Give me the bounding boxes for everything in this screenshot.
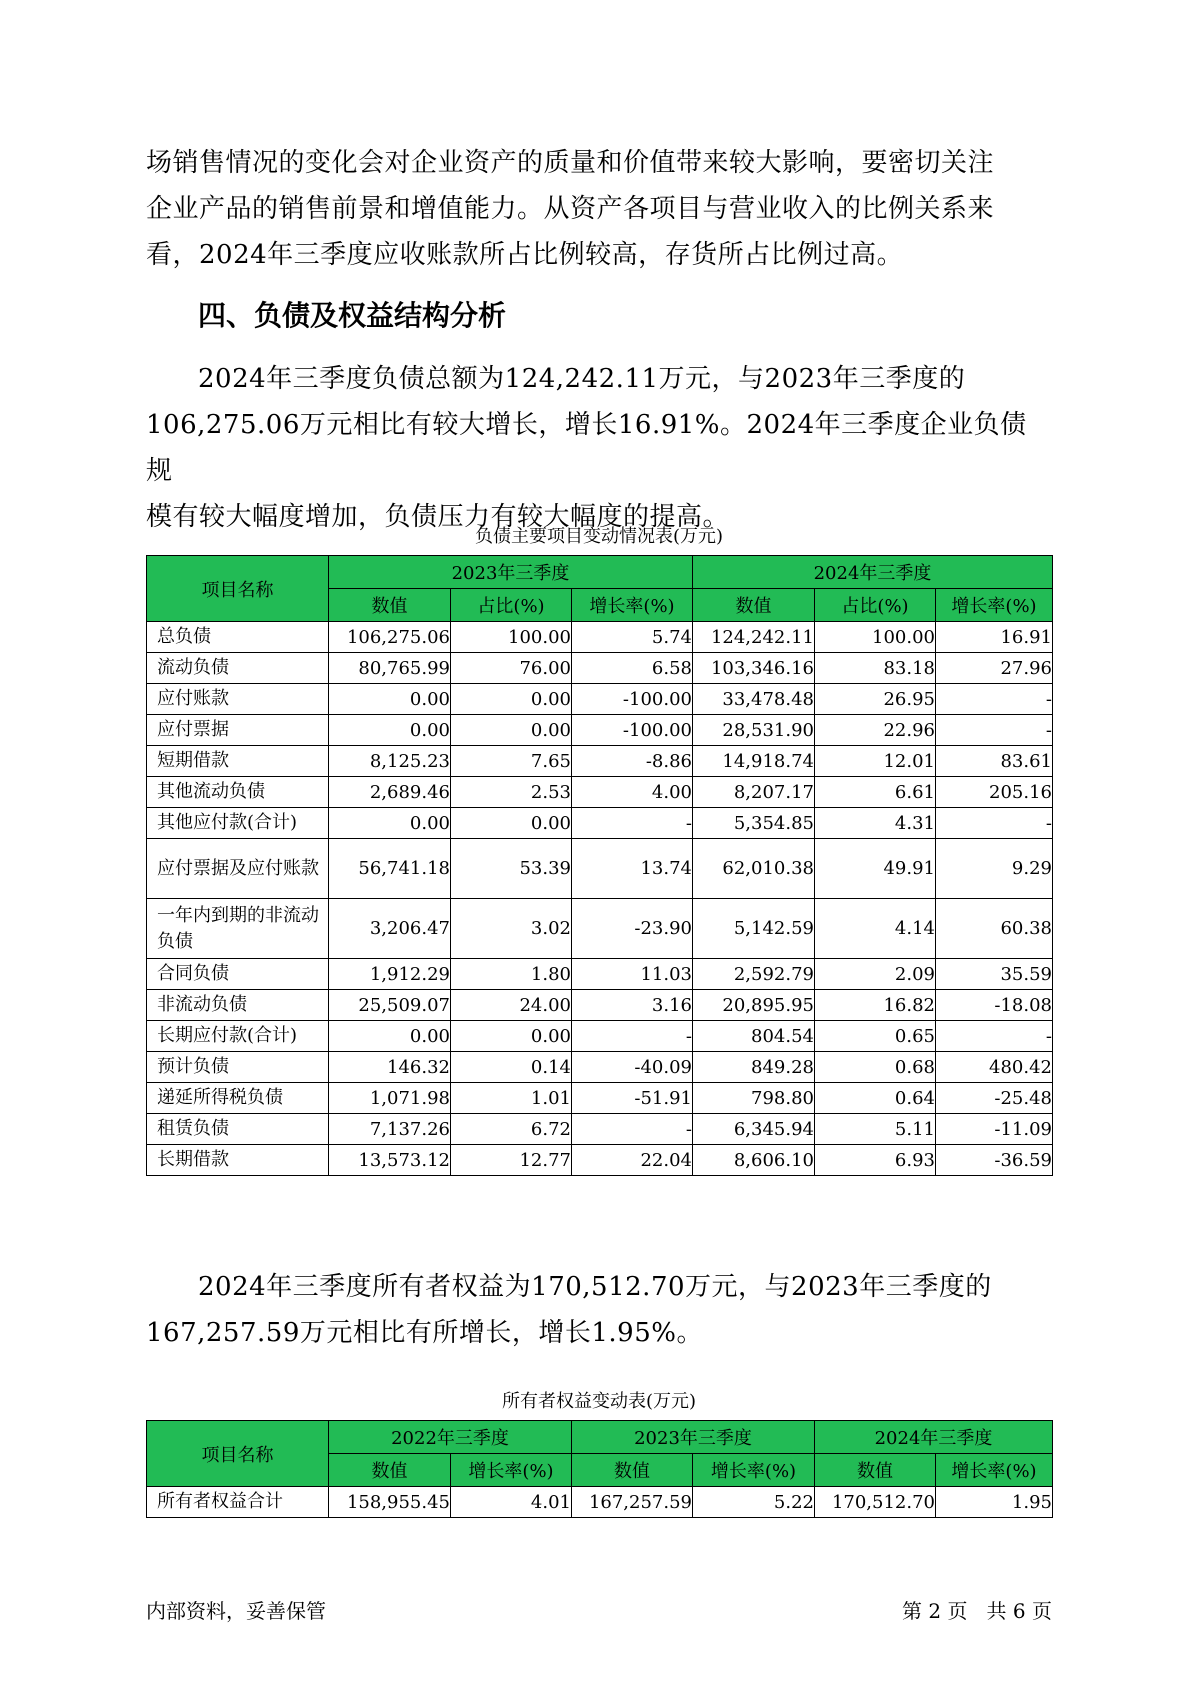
row-label: 应付票据及应付账款 bbox=[147, 839, 329, 899]
table-cell: 83.18 bbox=[815, 653, 936, 684]
table-cell: 170,512.70 bbox=[815, 1487, 936, 1518]
table-cell: 124,242.11 bbox=[693, 622, 815, 653]
table-cell: 3.02 bbox=[451, 899, 572, 959]
table-cell: 9.29 bbox=[936, 839, 1053, 899]
liability-line-1: 2024年三季度负债总额为124,242.11万元，与2023年三季度的 bbox=[198, 364, 966, 394]
row-label: 短期借款 bbox=[147, 746, 329, 777]
subheader-value: 数值 bbox=[329, 589, 451, 622]
table-cell: 2.53 bbox=[451, 777, 572, 808]
table-cell: 16.82 bbox=[815, 990, 936, 1021]
table-cell: - bbox=[572, 1021, 693, 1052]
table-cell: 4.31 bbox=[815, 808, 936, 839]
subheader-growth: 增长率(%) bbox=[693, 1454, 815, 1487]
liability-table bbox=[146, 555, 1053, 1176]
table-cell: 6.93 bbox=[815, 1145, 936, 1176]
table-cell: 33,478.48 bbox=[693, 684, 815, 715]
table-cell: - bbox=[572, 808, 693, 839]
table-cell: 4.14 bbox=[815, 899, 936, 959]
table-row bbox=[147, 746, 1053, 777]
subheader-share: 占比(%) bbox=[815, 589, 936, 622]
table-cell: 1.95 bbox=[936, 1487, 1053, 1518]
table-row bbox=[147, 622, 1053, 653]
table-cell: 7.65 bbox=[451, 746, 572, 777]
row-label: 一年内到期的非流动负债 bbox=[147, 899, 329, 959]
table-cell: 103,346.16 bbox=[693, 653, 815, 684]
table-row bbox=[147, 808, 1053, 839]
table-cell: 14,918.74 bbox=[693, 746, 815, 777]
table-cell: 167,257.59 bbox=[572, 1487, 693, 1518]
table-cell: 28,531.90 bbox=[693, 715, 815, 746]
table-cell: - bbox=[936, 684, 1053, 715]
period-header-2022: 2022年三季度 bbox=[329, 1421, 572, 1454]
table-row bbox=[147, 653, 1053, 684]
table-cell: -100.00 bbox=[572, 684, 693, 715]
table-cell: -51.91 bbox=[572, 1083, 693, 1114]
equity-paragraph bbox=[146, 1264, 1046, 1356]
row-label: 合同负债 bbox=[147, 959, 329, 990]
table-cell: - bbox=[936, 715, 1053, 746]
table-cell: 158,955.45 bbox=[329, 1487, 451, 1518]
table-cell: 80,765.99 bbox=[329, 653, 451, 684]
footer-confidential-note: 内部资料，妥善保管 bbox=[146, 1599, 326, 1623]
table-cell: -8.86 bbox=[572, 746, 693, 777]
table-row bbox=[147, 1114, 1053, 1145]
row-label: 流动负债 bbox=[147, 653, 329, 684]
subheader-growth: 增长率(%) bbox=[451, 1454, 572, 1487]
table-cell: 5.22 bbox=[693, 1487, 815, 1518]
name-column-header: 项目名称 bbox=[147, 1421, 329, 1487]
table-cell: - bbox=[572, 1114, 693, 1145]
equity-table bbox=[146, 1420, 1053, 1518]
table-cell: 0.14 bbox=[451, 1052, 572, 1083]
table-cell: 27.96 bbox=[936, 653, 1053, 684]
table-cell: 0.00 bbox=[329, 715, 451, 746]
table-cell: 5,142.59 bbox=[693, 899, 815, 959]
table-cell: 25,509.07 bbox=[329, 990, 451, 1021]
table-cell: 24.00 bbox=[451, 990, 572, 1021]
table-cell: 5.11 bbox=[815, 1114, 936, 1145]
footer-page-number: 第 2 页 共 6 页 bbox=[902, 1599, 1052, 1623]
table-cell: 5.74 bbox=[572, 622, 693, 653]
liability-paragraph bbox=[146, 356, 1046, 540]
table-cell: 0.00 bbox=[329, 1021, 451, 1052]
table-cell: 205.16 bbox=[936, 777, 1053, 808]
liability-line-2: 106,275.06万元相比有较大增长，增长16.91%。2024年三季度企业负债规 bbox=[146, 410, 1027, 486]
table-cell: 12.01 bbox=[815, 746, 936, 777]
liability-table-caption: 负债主要项目变动情况表(万元) bbox=[474, 526, 724, 547]
table-cell: 5,354.85 bbox=[693, 808, 815, 839]
table-cell: 3.16 bbox=[572, 990, 693, 1021]
row-label: 非流动负债 bbox=[147, 990, 329, 1021]
table-row bbox=[147, 839, 1053, 899]
name-column-header: 项目名称 bbox=[147, 556, 329, 622]
table-cell: 20,895.95 bbox=[693, 990, 815, 1021]
table-cell: 8,606.10 bbox=[693, 1145, 815, 1176]
intro-line-3: 看，2024年三季度应收账款所占比例较高，存货所占比例过高。 bbox=[146, 240, 904, 270]
table-cell: 0.68 bbox=[815, 1052, 936, 1083]
table-cell: 22.96 bbox=[815, 715, 936, 746]
table-cell: 13,573.12 bbox=[329, 1145, 451, 1176]
table-cell: -23.90 bbox=[572, 899, 693, 959]
table-row bbox=[147, 899, 1053, 959]
equity-line-1: 2024年三季度所有者权益为170,512.70万元，与2023年三季度的 bbox=[198, 1272, 992, 1302]
row-label: 租赁负债 bbox=[147, 1114, 329, 1145]
table-cell: 1.80 bbox=[451, 959, 572, 990]
table-cell: -18.08 bbox=[936, 990, 1053, 1021]
table-row bbox=[147, 1052, 1053, 1083]
table-cell: 7,137.26 bbox=[329, 1114, 451, 1145]
table-cell: 804.54 bbox=[693, 1021, 815, 1052]
liability-line-3: 模有较大幅度增加，负债压力有较大幅度的提高。 bbox=[146, 502, 730, 532]
table-cell: 11.03 bbox=[572, 959, 693, 990]
table-cell: 1,912.29 bbox=[329, 959, 451, 990]
subheader-value: 数值 bbox=[572, 1454, 693, 1487]
intro-line-2: 企业产品的销售前景和增值能力。从资产各项目与营业收入的比例关系来 bbox=[146, 194, 995, 224]
table-cell: 146.32 bbox=[329, 1052, 451, 1083]
row-label: 应付票据 bbox=[147, 715, 329, 746]
table-row bbox=[147, 1083, 1053, 1114]
table-cell: 6.72 bbox=[451, 1114, 572, 1145]
table-cell: 2.09 bbox=[815, 959, 936, 990]
table-cell: 100.00 bbox=[451, 622, 572, 653]
section-heading: 四、负债及权益结构分析 bbox=[198, 299, 507, 332]
table-cell: 35.59 bbox=[936, 959, 1053, 990]
period-header-2024: 2024年三季度 bbox=[815, 1421, 1053, 1454]
row-label: 预计负债 bbox=[147, 1052, 329, 1083]
period-header-2024: 2024年三季度 bbox=[693, 556, 1053, 589]
table-cell: 13.74 bbox=[572, 839, 693, 899]
table-cell: -11.09 bbox=[936, 1114, 1053, 1145]
table-cell: 2,592.79 bbox=[693, 959, 815, 990]
table-cell: 8,125.23 bbox=[329, 746, 451, 777]
table-cell: 0.00 bbox=[451, 684, 572, 715]
row-label: 所有者权益合计 bbox=[147, 1487, 329, 1518]
table-row bbox=[147, 1487, 1053, 1518]
table-cell: 1.01 bbox=[451, 1083, 572, 1114]
period-header-2023: 2023年三季度 bbox=[329, 556, 693, 589]
row-label: 其他应付款(合计) bbox=[147, 808, 329, 839]
table-cell: -100.00 bbox=[572, 715, 693, 746]
table-cell: -36.59 bbox=[936, 1145, 1053, 1176]
table-cell: 6,345.94 bbox=[693, 1114, 815, 1145]
table-cell: 0.00 bbox=[451, 808, 572, 839]
table-cell: 12.77 bbox=[451, 1145, 572, 1176]
table-row bbox=[147, 959, 1053, 990]
table-cell: 2,689.46 bbox=[329, 777, 451, 808]
table-cell: 480.42 bbox=[936, 1052, 1053, 1083]
table-cell: 106,275.06 bbox=[329, 622, 451, 653]
row-label: 总负债 bbox=[147, 622, 329, 653]
table-cell: 26.95 bbox=[815, 684, 936, 715]
equity-line-2: 167,257.59万元相比有所增长，增长1.95%。 bbox=[146, 1318, 703, 1348]
table-cell: 4.01 bbox=[451, 1487, 572, 1518]
table-row bbox=[147, 777, 1053, 808]
table-cell: 798.80 bbox=[693, 1083, 815, 1114]
table-cell: 0.00 bbox=[329, 684, 451, 715]
subheader-share: 占比(%) bbox=[451, 589, 572, 622]
table-cell: 60.38 bbox=[936, 899, 1053, 959]
table-cell: 0.00 bbox=[329, 808, 451, 839]
table-cell: 100.00 bbox=[815, 622, 936, 653]
table-cell: - bbox=[936, 808, 1053, 839]
table-row bbox=[147, 684, 1053, 715]
table-row bbox=[147, 1021, 1053, 1052]
table-cell: 4.00 bbox=[572, 777, 693, 808]
table-cell: -25.48 bbox=[936, 1083, 1053, 1114]
row-label: 长期借款 bbox=[147, 1145, 329, 1176]
table-cell: 53.39 bbox=[451, 839, 572, 899]
subheader-growth: 增长率(%) bbox=[572, 589, 693, 622]
subheader-value: 数值 bbox=[329, 1454, 451, 1487]
table-cell: 0.00 bbox=[451, 715, 572, 746]
row-label: 递延所得税负债 bbox=[147, 1083, 329, 1114]
row-label: 应付账款 bbox=[147, 684, 329, 715]
row-label: 长期应付款(合计) bbox=[147, 1021, 329, 1052]
table-cell: 56,741.18 bbox=[329, 839, 451, 899]
table-cell: 49.91 bbox=[815, 839, 936, 899]
subheader-growth: 增长率(%) bbox=[936, 1454, 1053, 1487]
intro-line-1: 场销售情况的变化会对企业资产的质量和价值带来较大影响，要密切关注 bbox=[146, 148, 995, 178]
subheader-growth: 增长率(%) bbox=[936, 589, 1053, 622]
table-cell: 22.04 bbox=[572, 1145, 693, 1176]
table-row bbox=[147, 990, 1053, 1021]
table-cell: - bbox=[936, 1021, 1053, 1052]
table-cell: 76.00 bbox=[451, 653, 572, 684]
table-cell: 0.65 bbox=[815, 1021, 936, 1052]
subheader-value: 数值 bbox=[815, 1454, 936, 1487]
table-cell: 849.28 bbox=[693, 1052, 815, 1083]
intro-paragraph bbox=[146, 140, 1046, 278]
table-row bbox=[147, 715, 1053, 746]
table-cell: -40.09 bbox=[572, 1052, 693, 1083]
table-cell: 6.61 bbox=[815, 777, 936, 808]
table-cell: 8,207.17 bbox=[693, 777, 815, 808]
table-row bbox=[147, 1145, 1053, 1176]
row-label: 其他流动负债 bbox=[147, 777, 329, 808]
subheader-value: 数值 bbox=[693, 589, 815, 622]
equity-table-caption: 所有者权益变动表(万元) bbox=[501, 1391, 697, 1412]
table-cell: 83.61 bbox=[936, 746, 1053, 777]
table-cell: 1,071.98 bbox=[329, 1083, 451, 1114]
table-cell: 16.91 bbox=[936, 622, 1053, 653]
period-header-2023: 2023年三季度 bbox=[572, 1421, 815, 1454]
table-cell: 62,010.38 bbox=[693, 839, 815, 899]
table-cell: 0.64 bbox=[815, 1083, 936, 1114]
table-cell: 6.58 bbox=[572, 653, 693, 684]
table-cell: 0.00 bbox=[451, 1021, 572, 1052]
table-cell: 3,206.47 bbox=[329, 899, 451, 959]
